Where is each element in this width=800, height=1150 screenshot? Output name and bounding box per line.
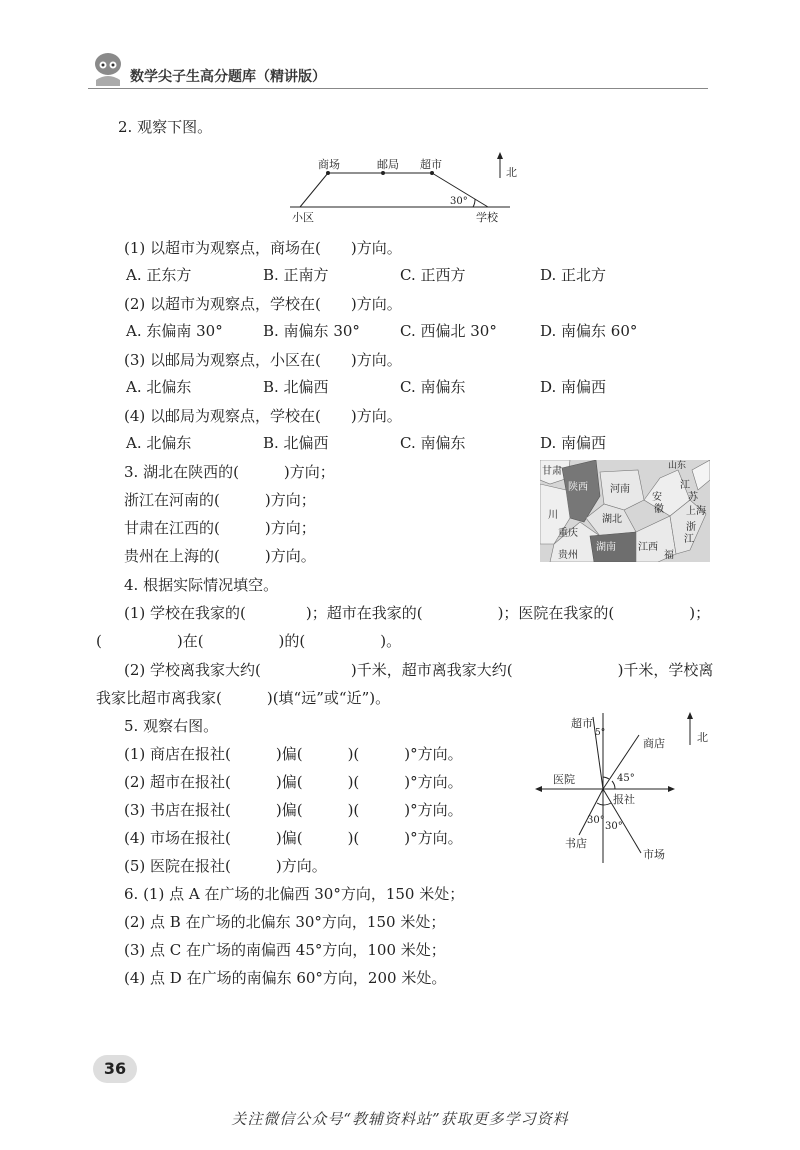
q3-line-4: 贵州在上海的( )方向。 <box>124 547 316 565</box>
fig-north: 北 <box>697 731 708 744</box>
header-rule <box>88 88 708 89</box>
q2-sub4-opt-c: C. 南偏东 <box>400 434 466 452</box>
map-gansu: 甘肃 <box>542 466 562 477</box>
q2-sub1: (1) 以超市为观察点，商场在( )方向。 <box>124 239 402 257</box>
q4-line-3: (2) 学校离我家大约( )千米，超市离我家大约( )千米，学校离 <box>124 661 714 679</box>
fig-a30b: 30° <box>605 821 623 832</box>
q2-title: 2. 观察下图。 <box>118 118 213 136</box>
q6-line-2: (2) 点 B 在广场的北偏东 30°方向，150 米处； <box>124 913 446 931</box>
q5-line-1: (1) 商店在报社( )偏( )( )°方向。 <box>124 745 463 763</box>
fig-a5: 5° <box>595 728 606 738</box>
q6-line-3: (3) 点 C 在广场的南偏西 45°方向，100 米处； <box>124 941 446 959</box>
fig-bazaar: 市场 <box>643 848 665 861</box>
q2-sub1-opt-c: C. 正西方 <box>400 266 466 284</box>
q3-line-2: 浙江在河南的( )方向； <box>124 491 316 509</box>
header-logo <box>92 50 124 88</box>
map-shaanxi: 陕西 <box>568 482 588 493</box>
fig-market: 超市 <box>571 717 593 730</box>
footer-note: 关注微信公众号“教辅资料站”获取更多学习资料 <box>231 1110 569 1128</box>
fig-hospital: 医院 <box>553 773 575 786</box>
q5-line-2: (2) 超市在报社( )偏( )( )°方向。 <box>124 773 463 791</box>
header-title: 数学尖子生高分题库（精讲版） <box>130 69 326 85</box>
q2-sub3: (3) 以邮局为观察点，小区在( )方向。 <box>124 351 402 369</box>
label-store: 商场 <box>318 158 340 171</box>
label-north: 北 <box>506 166 517 179</box>
q5-figure <box>535 705 720 865</box>
q2-sub1-opt-a: A. 正东方 <box>126 266 192 284</box>
q2-sub3-opt-d: D. 南偏西 <box>540 378 607 396</box>
map-hubei: 湖北 <box>602 514 622 525</box>
map-guizhou: 贵州 <box>558 550 578 561</box>
q2-sub2-opt-a: A. 东偏南 30° <box>126 322 223 340</box>
map-fu: 福 <box>664 550 674 561</box>
q2-sub2-opt-b: B. 南偏东 30° <box>263 322 360 340</box>
q5-line-4: (4) 市场在报社( )偏( )( )°方向。 <box>124 829 463 847</box>
q2-sub1-opt-b: B. 正南方 <box>263 266 329 284</box>
q2-sub2-opt-d: D. 南偏东 60° <box>540 322 638 340</box>
label-post: 邮局 <box>377 158 399 171</box>
q2-sub3-opt-c: C. 南偏东 <box>400 378 466 396</box>
q2-sub4-opt-d: D. 南偏西 <box>540 434 607 452</box>
q2-sub1-opt-d: D. 正北方 <box>540 266 607 284</box>
fig-newspaper: 报社 <box>613 793 635 806</box>
q4-line-1: (1) 学校在我家的( )；超市在我家的( )；医院在我家的( )； <box>124 604 711 622</box>
q6-line-1: 6. (1) 点 A 在广场的北偏西 30°方向，150 米处； <box>124 885 465 903</box>
map-zhe: 浙 <box>686 522 696 533</box>
map-jiang: 江 <box>680 480 690 491</box>
fig-a45: 45° <box>617 773 635 784</box>
map-hunan: 湖南 <box>596 542 616 553</box>
page-number: 36 <box>93 1055 137 1083</box>
label-district: 小区 <box>292 211 314 224</box>
label-school: 学校 <box>476 211 498 224</box>
map-an: 安 <box>652 492 662 503</box>
fig-bookstore: 书店 <box>565 837 587 850</box>
label-angle: 30° <box>450 196 468 207</box>
map-hui: 徽 <box>654 504 664 515</box>
q5-line-5: (5) 医院在报社( )方向。 <box>124 857 327 875</box>
q2-sub2: (2) 以超市为观察点，学校在( )方向。 <box>124 295 402 313</box>
q4-line-2: ( )在( )的( )。 <box>96 632 402 650</box>
q2-sub4-opt-a: A. 北偏东 <box>126 434 192 452</box>
map-shandong: 山东 <box>668 461 687 471</box>
q5-line-3: (3) 书店在报社( )偏( )( )°方向。 <box>124 801 463 819</box>
q5-title: 5. 观察右图。 <box>124 717 219 735</box>
q2-sub3-opt-a: A. 北偏东 <box>126 378 192 396</box>
fig-a30a: 30° <box>587 815 605 826</box>
q2-sub4: (4) 以邮局为观察点，学校在( )方向。 <box>124 407 402 425</box>
q2-sub2-opt-c: C. 西偏北 30° <box>400 322 497 340</box>
q4-title: 4. 根据实际情况填空。 <box>124 576 279 594</box>
label-market: 超市 <box>420 158 442 171</box>
q2-sub4-opt-b: B. 北偏西 <box>263 434 329 452</box>
q2-sub3-opt-b: B. 北偏西 <box>263 378 329 396</box>
q2-figure <box>280 150 540 230</box>
map-henan: 河南 <box>610 484 630 495</box>
q3-line-3: 甘肃在江西的( )方向； <box>124 519 316 537</box>
q4-line-4: 我家比超市离我家( )(填“远”或“近”)。 <box>96 689 391 707</box>
map-jiang2: 江 <box>684 534 694 545</box>
map-chuan: 川 <box>548 510 558 521</box>
q3-line-1: 3. 湖北在陕西的( )方向； <box>124 463 335 481</box>
map-chongqing: 重庆 <box>558 528 578 539</box>
map-shanghai: 上海 <box>686 506 706 517</box>
fig-shop: 商店 <box>643 737 665 750</box>
map-su: 苏 <box>688 492 698 503</box>
map-jiangxi: 江西 <box>638 542 658 553</box>
q3-map <box>540 460 710 562</box>
q6-line-4: (4) 点 D 在广场的南偏东 60°方向，200 米处。 <box>124 969 447 987</box>
